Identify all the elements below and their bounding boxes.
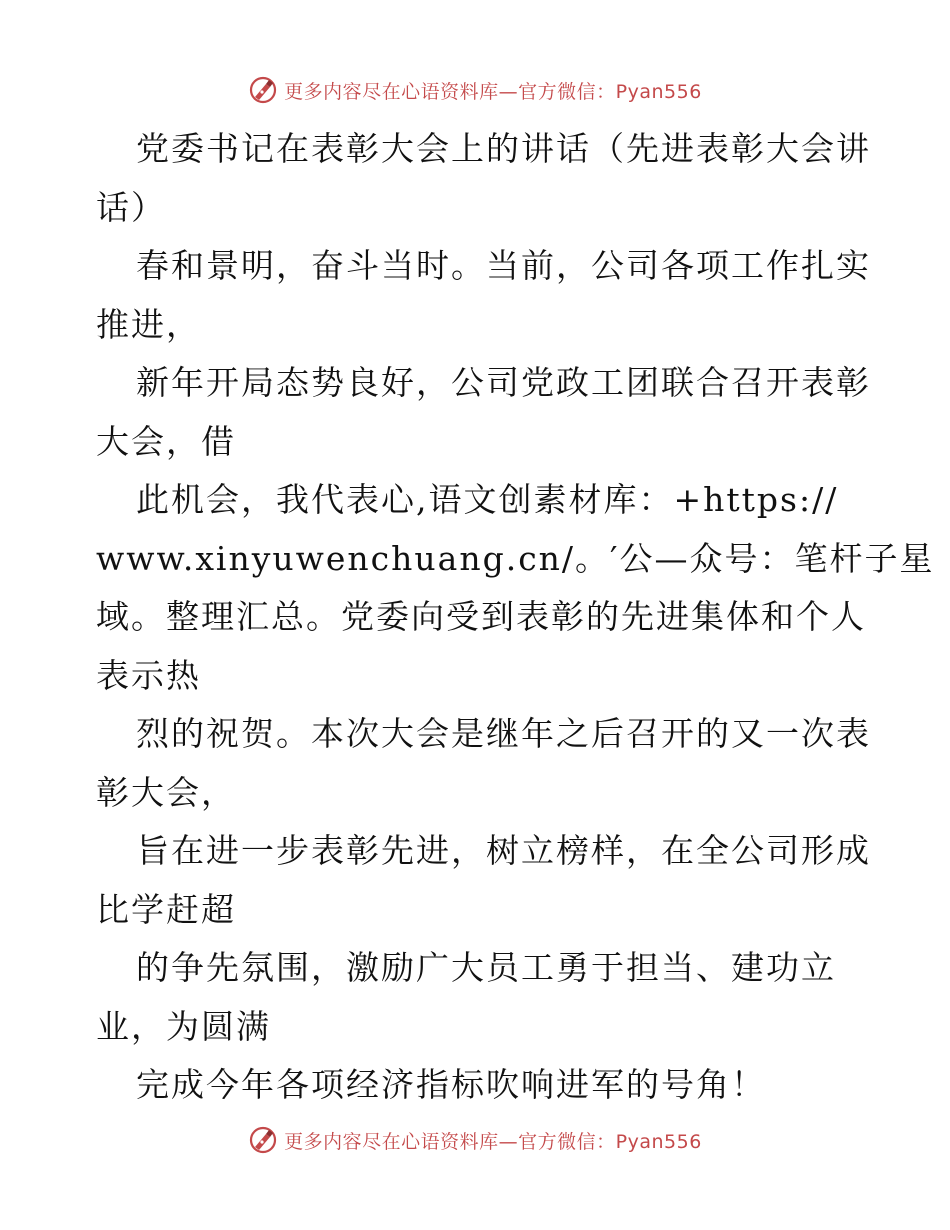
paragraph-line: 表示热 [96,655,201,695]
document-body [96,120,935,1115]
paragraph-line: 大会，借 [96,421,236,461]
footer-banner-text: 更多内容尽在心语资料库—官方微信：Pyan556 [284,1130,702,1153]
paragraph-line: 烈的祝贺。本次大会是继年之后召开的又一次表 [136,714,871,753]
paragraph-line: 此机会，我代表心,语文创素材库：+https:// [136,480,839,519]
paragraph-line: www.xinyuwenchuang.cn/。′公—众号：笔杆子星 [96,538,935,578]
paragraph-line: 春和景明，奋斗当时。当前，公司各项工作扎实 [136,246,871,285]
paragraph-line: 党委书记在表彰大会上的讲话（先进表彰大会讲 [136,129,871,168]
paragraph-line: 完成今年各项经济指标吹响进军的号角！ [136,1065,766,1104]
pen-nib-logo-icon [248,1125,278,1155]
paragraph-line: 比学赶超 [96,889,236,929]
paragraph-line: 话） [96,187,166,227]
paragraph-line: 旨在进一步表彰先进，树立榜样，在全公司形成 [136,831,871,870]
paragraph-line: 彰大会， [96,772,236,812]
pen-nib-logo-icon [248,75,278,105]
header-banner-text: 更多内容尽在心语资料库—官方微信：Pyan556 [284,80,702,103]
paragraph-line: 推进， [96,304,201,344]
paragraph-line: 域。整理汇总。党委向受到表彰的先进集体和个人 [96,597,866,636]
footer-banner [0,1120,950,1160]
paragraph-line: 新年开局态势良好，公司党政工团联合召开表彰 [136,363,871,402]
paragraph-line: 业，为圆满 [96,1006,271,1046]
paragraph-line: 的争先氛围，激励广大员工勇于担当、建功立 [136,948,836,987]
header-banner [0,70,950,110]
